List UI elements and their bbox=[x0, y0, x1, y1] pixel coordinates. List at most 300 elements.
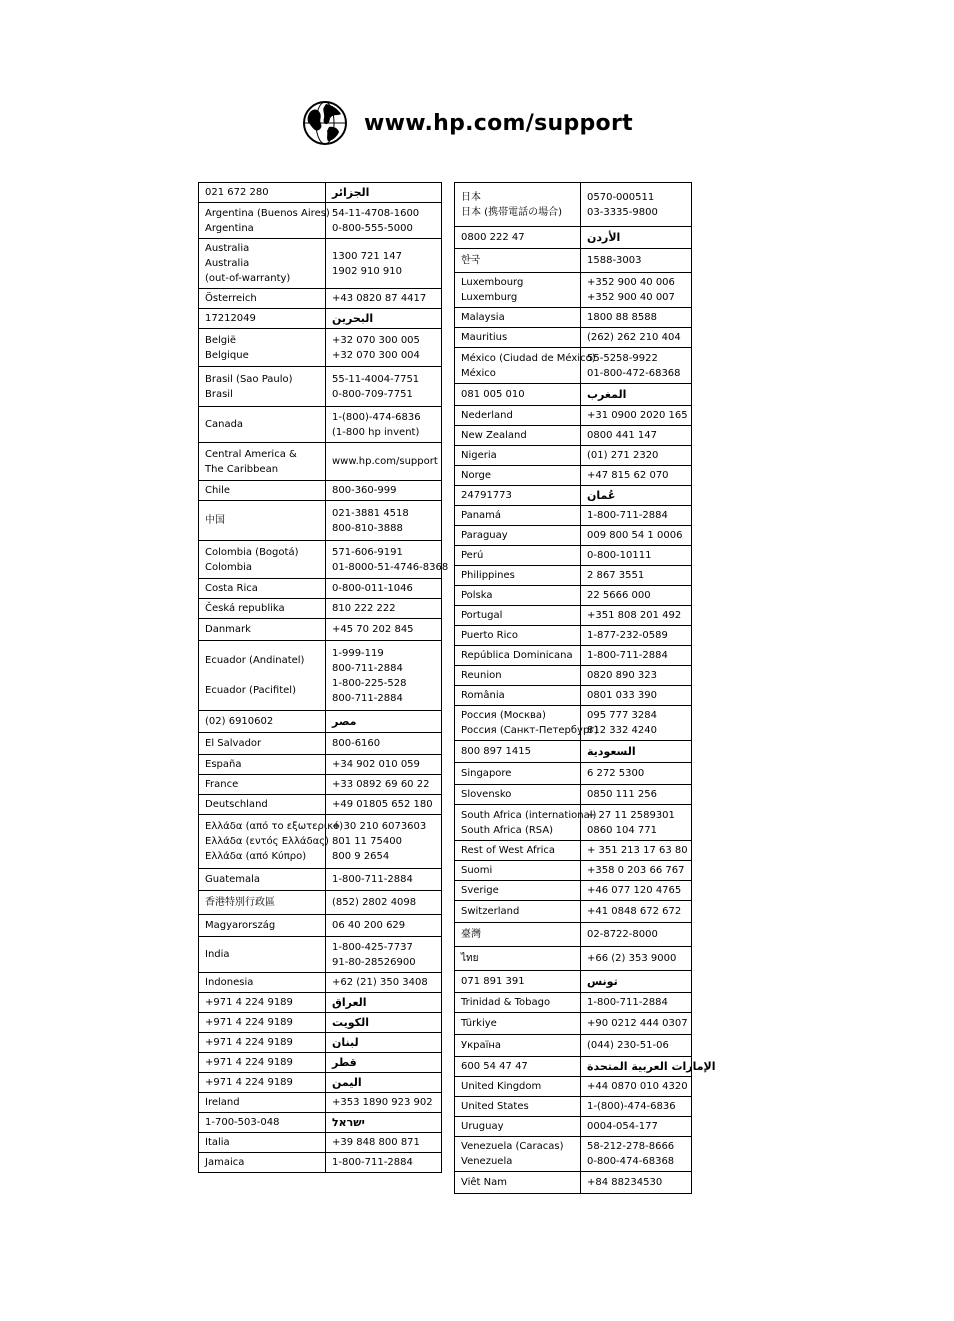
phone-number: +352 900 40 007 bbox=[587, 292, 675, 303]
table-row bbox=[455, 227, 692, 249]
table-row bbox=[455, 1035, 692, 1057]
phone-number: 01-800-472-68368 bbox=[587, 367, 681, 379]
country-label: New Zealand bbox=[461, 430, 527, 441]
country-label: Luxembourg bbox=[461, 277, 524, 288]
phone-number: 01-8000-51-4746-8368 bbox=[332, 561, 449, 573]
table-row bbox=[455, 841, 692, 861]
country-label: Perú bbox=[461, 550, 484, 561]
phone-cell bbox=[581, 923, 692, 947]
country-cell bbox=[455, 308, 581, 328]
phone-cell bbox=[326, 1113, 442, 1133]
country-label: Venezuela (Caracas) bbox=[461, 1141, 564, 1152]
phone-number: +32 070 300 004 bbox=[332, 349, 420, 361]
country-cell bbox=[455, 706, 599, 741]
country-label: Panamá bbox=[461, 510, 502, 521]
phone-number: 22 5666 000 bbox=[587, 590, 651, 601]
phone-cell bbox=[581, 406, 692, 426]
table-row bbox=[199, 1073, 442, 1093]
phone-number: الإمارات العربية المتحدة bbox=[587, 1060, 716, 1073]
phone-number: 1-877-232-0589 bbox=[587, 630, 668, 641]
table-row bbox=[455, 646, 692, 666]
country-label: Magyarország bbox=[205, 920, 276, 931]
phone-cell bbox=[581, 881, 692, 901]
table-row bbox=[455, 1172, 692, 1194]
phone-number: 1-800-711-2884 bbox=[587, 650, 668, 661]
phone-number: العراق bbox=[332, 996, 367, 1009]
country-label: The Caribbean bbox=[205, 463, 279, 475]
table-row bbox=[199, 869, 442, 891]
country-label: Chile bbox=[205, 485, 231, 496]
phone-cell bbox=[326, 367, 442, 407]
country-label: Guatemala bbox=[205, 874, 261, 885]
phone-number: 54-11-4708-1600 bbox=[332, 207, 420, 219]
table-row bbox=[455, 566, 692, 586]
country-label: Brasil bbox=[205, 388, 233, 400]
phone-cell bbox=[326, 1153, 442, 1173]
country-cell bbox=[455, 1117, 581, 1137]
country-label: 臺灣 bbox=[461, 929, 481, 940]
table-row bbox=[199, 1093, 442, 1113]
country-label: Mauritius bbox=[461, 332, 508, 343]
phone-number: 800-6160 bbox=[332, 738, 381, 749]
phone-number: 800-711-2884 bbox=[332, 662, 403, 674]
country-cell bbox=[455, 446, 581, 466]
phone-number: اليمن bbox=[332, 1076, 362, 1089]
phone-number: (044) 230-51-06 bbox=[587, 1040, 669, 1051]
phone-number: 1-800-711-2884 bbox=[332, 1157, 413, 1168]
country-label: United States bbox=[461, 1101, 529, 1112]
table-row bbox=[199, 481, 442, 501]
country-cell bbox=[455, 1057, 581, 1077]
country-label: Danmark bbox=[205, 624, 251, 635]
phone-cell bbox=[581, 1035, 692, 1057]
country-label: Россия (Москва) bbox=[461, 710, 546, 721]
country-cell bbox=[455, 993, 581, 1013]
phone-cell bbox=[326, 239, 442, 289]
country-cell bbox=[199, 367, 326, 407]
table-row bbox=[455, 881, 692, 901]
country-label: Australia bbox=[205, 243, 250, 254]
table-row bbox=[455, 741, 692, 763]
country-label: Ελλάδα (από το εξωτερικό) bbox=[205, 821, 344, 832]
table-row bbox=[455, 861, 692, 881]
phone-cell bbox=[326, 481, 442, 501]
country-cell bbox=[455, 227, 581, 249]
phone-number: +31 0900 2020 165 bbox=[587, 410, 688, 421]
table-row bbox=[199, 407, 442, 443]
country-label: Brasil (Sao Paulo) bbox=[205, 373, 293, 385]
table-row bbox=[455, 308, 692, 328]
country-label: 071 891 391 bbox=[461, 976, 525, 987]
table-row bbox=[199, 619, 442, 641]
country-label: Ecuador (Pacifitel) bbox=[205, 685, 296, 696]
phone-cell bbox=[581, 546, 692, 566]
phone-number: (01) 271 2320 bbox=[587, 450, 659, 461]
phone-number: 1-800-711-2884 bbox=[587, 997, 668, 1008]
country-cell bbox=[199, 869, 326, 891]
phone-number: www.hp.com/support bbox=[332, 456, 438, 467]
table-row bbox=[199, 641, 442, 711]
country-label: Colombia (Bogotá) bbox=[205, 546, 299, 558]
phone-cell bbox=[581, 348, 692, 384]
phone-number: 0-800-709-7751 bbox=[332, 388, 413, 400]
phone-number: 800 9 2654 bbox=[332, 851, 390, 862]
phone-number: +43 0820 87 4417 bbox=[332, 293, 427, 304]
country-label: Paraguay bbox=[461, 530, 508, 541]
phone-cell bbox=[326, 775, 442, 795]
phone-cell bbox=[326, 599, 442, 619]
phone-number: +358 0 203 66 767 bbox=[587, 865, 685, 876]
phone-number: +41 0848 672 672 bbox=[587, 906, 682, 917]
phone-number: +32 070 300 005 bbox=[332, 334, 420, 346]
phone-cell bbox=[581, 805, 692, 841]
country-label: United Kingdom bbox=[461, 1081, 542, 1092]
country-label: Belgique bbox=[205, 349, 249, 361]
phone-cell bbox=[326, 815, 442, 869]
country-cell bbox=[455, 249, 581, 273]
country-label: 600 54 47 47 bbox=[461, 1061, 528, 1072]
country-label: +971 4 224 9189 bbox=[205, 1077, 293, 1088]
country-cell bbox=[455, 328, 581, 348]
phone-cell bbox=[326, 289, 442, 309]
phone-number: 06 40 200 629 bbox=[332, 920, 406, 931]
country-label: +971 4 224 9189 bbox=[205, 997, 293, 1008]
globe-icon bbox=[302, 100, 348, 146]
country-label: France bbox=[205, 779, 239, 790]
table-row bbox=[199, 599, 442, 619]
country-label: México bbox=[461, 367, 496, 379]
phone-cell bbox=[581, 971, 692, 993]
table-row bbox=[199, 183, 442, 203]
support-url[interactable]: www.hp.com/support bbox=[364, 110, 633, 136]
phone-number: 800-810-3888 bbox=[332, 522, 403, 534]
table-row bbox=[455, 426, 692, 446]
country-cell bbox=[455, 1137, 581, 1172]
country-label: Malaysia bbox=[461, 312, 505, 323]
phone-number: 1800 88 8588 bbox=[587, 312, 657, 323]
country-label: España bbox=[205, 759, 242, 770]
phone-cell bbox=[326, 619, 442, 641]
phone-number: 58-212-278-8666 bbox=[587, 1141, 675, 1152]
country-cell bbox=[455, 841, 581, 861]
country-label: Reunion bbox=[461, 670, 502, 681]
phone-cell bbox=[581, 686, 692, 706]
country-label: België bbox=[205, 334, 237, 346]
phone-number: + 30 210 6073603 bbox=[332, 821, 427, 832]
phone-cell bbox=[581, 1097, 692, 1117]
phone-number: 801 11 75400 bbox=[332, 836, 402, 847]
table-row bbox=[199, 755, 442, 775]
phone-number: المغرب bbox=[587, 388, 627, 401]
phone-number: 1-999-119 bbox=[332, 647, 384, 659]
phone-cell bbox=[581, 1013, 692, 1035]
country-cell bbox=[199, 775, 326, 795]
country-cell bbox=[455, 183, 581, 227]
table-row bbox=[199, 501, 442, 541]
table-row bbox=[199, 711, 442, 733]
table-row bbox=[455, 947, 692, 971]
table-row bbox=[455, 1013, 692, 1035]
country-cell bbox=[455, 1013, 581, 1035]
country-cell bbox=[455, 384, 581, 406]
phone-cell bbox=[581, 741, 692, 763]
country-cell bbox=[199, 289, 326, 309]
phone-cell bbox=[581, 486, 692, 506]
phone-number: +66 (2) 353 9000 bbox=[587, 953, 677, 964]
country-label: Trinidad & Tobago bbox=[461, 997, 551, 1008]
phone-cell bbox=[581, 384, 692, 406]
table-row bbox=[199, 239, 442, 289]
country-cell bbox=[199, 481, 326, 501]
table-row bbox=[199, 579, 442, 599]
country-cell bbox=[199, 1053, 326, 1073]
phone-cell bbox=[326, 795, 442, 815]
phone-cell bbox=[326, 541, 449, 579]
country-cell bbox=[455, 971, 581, 993]
country-label: Colombia bbox=[205, 561, 252, 573]
country-cell bbox=[199, 993, 326, 1013]
phone-cell bbox=[326, 641, 442, 711]
phone-cell bbox=[326, 203, 442, 239]
country-label: 中国 bbox=[205, 515, 225, 526]
table-row bbox=[199, 443, 442, 481]
country-label: Indonesia bbox=[205, 977, 254, 988]
country-cell bbox=[199, 329, 326, 367]
phone-number: 1-800-425-7737 bbox=[332, 941, 413, 953]
table-row bbox=[455, 466, 692, 486]
country-label: Singapore bbox=[461, 768, 512, 779]
country-cell bbox=[199, 1153, 326, 1173]
country-cell bbox=[455, 526, 581, 546]
phone-number: الأردن bbox=[587, 231, 621, 244]
phone-number: 55-5258-9922 bbox=[587, 352, 658, 364]
country-label: Costa Rica bbox=[205, 583, 258, 594]
phone-cell bbox=[581, 901, 692, 923]
table-row bbox=[455, 901, 692, 923]
phone-number: +39 848 800 871 bbox=[332, 1137, 420, 1148]
country-label: Luxemburg bbox=[461, 292, 518, 303]
table-row bbox=[455, 763, 692, 785]
country-cell bbox=[455, 486, 581, 506]
country-label: Slovensko bbox=[461, 789, 512, 800]
phone-cell bbox=[581, 993, 692, 1013]
phone-cell bbox=[326, 329, 442, 367]
table-row bbox=[199, 891, 442, 915]
country-cell bbox=[455, 881, 581, 901]
phone-cell bbox=[326, 915, 442, 937]
table-row bbox=[455, 546, 692, 566]
phone-cell bbox=[326, 869, 442, 891]
country-cell bbox=[199, 641, 326, 711]
phone-cell bbox=[326, 937, 442, 973]
country-label: 0800 222 47 bbox=[461, 232, 525, 243]
country-label: Suomi bbox=[461, 865, 493, 876]
phone-cell bbox=[581, 446, 692, 466]
table-row bbox=[455, 971, 692, 993]
phone-number: 812 332 4240 bbox=[587, 725, 657, 736]
phone-cell bbox=[581, 566, 692, 586]
phone-cell bbox=[581, 249, 692, 273]
country-cell bbox=[455, 406, 581, 426]
country-label: Ελλάδα (εντός Ελλάδας) bbox=[205, 836, 329, 847]
country-cell bbox=[199, 239, 326, 289]
country-label: Україна bbox=[461, 1040, 502, 1051]
country-cell bbox=[455, 923, 581, 947]
country-label: 17212049 bbox=[205, 313, 256, 324]
phone-cell bbox=[581, 227, 692, 249]
phone-number: +49 01805 652 180 bbox=[332, 799, 433, 810]
country-cell bbox=[199, 443, 326, 481]
phone-number: 1-800-225-528 bbox=[332, 677, 407, 689]
table-row bbox=[455, 406, 692, 426]
country-label: 081 005 010 bbox=[461, 389, 525, 400]
phone-cell bbox=[581, 1057, 716, 1077]
country-cell bbox=[199, 599, 326, 619]
phone-number: 810 222 222 bbox=[332, 603, 396, 614]
left-contact-table bbox=[198, 182, 449, 1173]
table-row bbox=[455, 586, 692, 606]
country-cell bbox=[455, 426, 581, 446]
country-cell bbox=[455, 506, 581, 526]
phone-cell bbox=[581, 626, 692, 646]
table-row bbox=[199, 1033, 442, 1053]
table-row bbox=[199, 973, 442, 993]
country-cell bbox=[199, 1093, 326, 1113]
table-row bbox=[455, 1097, 692, 1117]
country-label: Ireland bbox=[205, 1097, 240, 1108]
phone-number: 571-606-9191 bbox=[332, 546, 403, 558]
table-row bbox=[455, 1057, 692, 1077]
phone-number: عُمان bbox=[587, 489, 616, 502]
country-cell bbox=[199, 915, 326, 937]
phone-number: 0-800-474-68368 bbox=[587, 1156, 675, 1167]
country-cell bbox=[455, 861, 581, 881]
table-row bbox=[199, 1133, 442, 1153]
table-row bbox=[199, 309, 442, 329]
country-cell bbox=[199, 1033, 326, 1053]
country-cell bbox=[455, 586, 581, 606]
phone-number: 0820 890 323 bbox=[587, 670, 657, 681]
phone-cell bbox=[581, 666, 692, 686]
support-header bbox=[302, 98, 633, 148]
phone-cell bbox=[581, 841, 692, 861]
country-cell bbox=[199, 619, 326, 641]
phone-number: 0570-000511 bbox=[587, 191, 655, 203]
country-label: Portugal bbox=[461, 610, 503, 621]
country-label: 한국 bbox=[461, 255, 481, 266]
phone-cell bbox=[581, 606, 692, 626]
table-row bbox=[455, 706, 692, 741]
country-label: Rest of West Africa bbox=[461, 845, 556, 856]
phone-cell bbox=[581, 308, 692, 328]
table-row bbox=[455, 183, 692, 227]
phone-cell bbox=[326, 733, 442, 755]
table-row bbox=[199, 541, 442, 579]
table-row bbox=[199, 367, 442, 407]
phone-number: تونس bbox=[587, 975, 618, 988]
country-cell bbox=[455, 646, 581, 666]
phone-cell bbox=[326, 407, 442, 443]
table-row bbox=[199, 1153, 442, 1173]
country-label: +971 4 224 9189 bbox=[205, 1017, 293, 1028]
country-label: 1-700-503-048 bbox=[205, 1117, 280, 1128]
country-cell bbox=[455, 785, 581, 805]
country-label: (out-of-warranty) bbox=[205, 273, 291, 284]
phone-number: +46 077 120 4765 bbox=[587, 885, 682, 896]
phone-cell bbox=[326, 309, 442, 329]
country-label: South Africa (RSA) bbox=[461, 824, 554, 836]
table-row bbox=[199, 329, 442, 367]
phone-number: 91-80-28526900 bbox=[332, 956, 416, 968]
country-label: Jamaica bbox=[205, 1157, 245, 1168]
phone-number: 800-360-999 bbox=[332, 485, 397, 496]
table-row bbox=[199, 1113, 442, 1133]
phone-cell bbox=[326, 891, 442, 915]
phone-cell bbox=[326, 711, 442, 733]
phone-number: 0-800-10111 bbox=[587, 550, 652, 561]
country-cell bbox=[455, 626, 581, 646]
phone-number: 095 777 3284 bbox=[587, 710, 657, 721]
country-cell bbox=[199, 1113, 326, 1133]
phone-number: 6 272 5300 bbox=[587, 768, 645, 779]
phone-number: البحرين bbox=[332, 312, 374, 325]
phone-cell bbox=[581, 947, 692, 971]
country-cell bbox=[199, 407, 326, 443]
country-cell bbox=[455, 466, 581, 486]
country-cell bbox=[455, 546, 581, 566]
table-row bbox=[455, 486, 692, 506]
country-label: Uruguay bbox=[461, 1121, 504, 1132]
country-label: Österreich bbox=[205, 293, 257, 304]
country-label: 日本 bbox=[461, 191, 481, 203]
phone-number: ישראל bbox=[332, 1116, 365, 1129]
table-row bbox=[455, 506, 692, 526]
right-contact-table bbox=[454, 182, 716, 1194]
table-row bbox=[455, 1137, 692, 1172]
country-label: Česká republika bbox=[205, 603, 285, 614]
table-row bbox=[455, 446, 692, 466]
phone-number: 009 800 54 1 0006 bbox=[587, 530, 683, 541]
country-label: Nigeria bbox=[461, 450, 497, 461]
phone-cell bbox=[581, 273, 692, 308]
phone-cell bbox=[581, 1172, 692, 1194]
phone-number: 1-(800)-474-6836 bbox=[332, 411, 421, 423]
country-label: Türkiye bbox=[461, 1018, 497, 1029]
phone-cell bbox=[326, 973, 442, 993]
table-row bbox=[455, 686, 692, 706]
country-cell bbox=[199, 973, 326, 993]
country-label: 24791773 bbox=[461, 490, 512, 501]
phone-number: قطر bbox=[332, 1056, 357, 1069]
table-row bbox=[455, 1077, 692, 1097]
country-cell bbox=[455, 805, 597, 841]
phone-number: 1902 910 910 bbox=[332, 265, 402, 277]
country-cell bbox=[455, 1097, 581, 1117]
table-row bbox=[199, 733, 442, 755]
country-cell bbox=[455, 566, 581, 586]
country-cell bbox=[199, 1133, 326, 1153]
phone-cell bbox=[581, 526, 692, 546]
country-label: Argentina (Buenos Aires) bbox=[205, 207, 330, 219]
country-cell bbox=[455, 947, 581, 971]
country-label: Switzerland bbox=[461, 906, 520, 917]
table-row bbox=[455, 249, 692, 273]
table-row bbox=[455, 805, 692, 841]
phone-number: الجزائر bbox=[332, 186, 370, 199]
country-cell bbox=[455, 606, 581, 626]
phone-cell bbox=[581, 426, 692, 446]
country-label: Deutschland bbox=[205, 799, 268, 810]
